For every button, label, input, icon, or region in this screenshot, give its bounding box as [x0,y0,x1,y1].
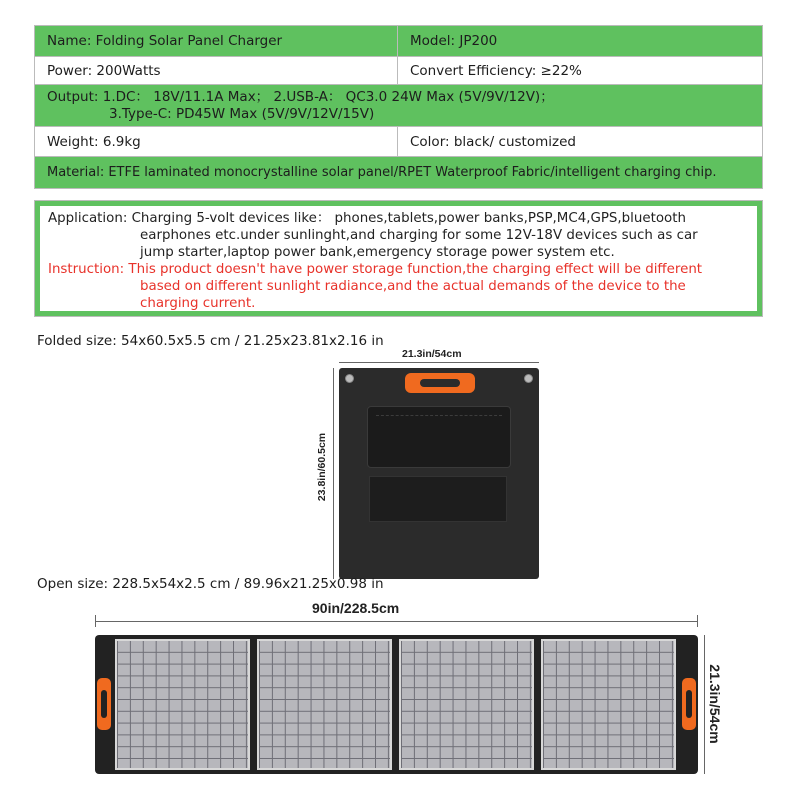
spec-color: Color: black/ customized [397,127,762,156]
spec-power: Power: 200Watts [35,57,397,84]
spec-output-line2: 3.Type-C: PD45W Max (5V/9V/12V/15V) [109,105,375,122]
spec-output [35,85,762,126]
tick [697,615,698,627]
carry-handle [405,373,475,393]
solar-panel [257,639,392,770]
open-width-line [95,621,698,622]
spec-table [34,25,763,189]
spec-row-material [35,156,762,188]
folded-width-line [339,362,539,363]
spec-row-weight [35,126,762,156]
application-line2: earphones etc.under sunlinght,and charging for some 12V-18V devices such as car [140,228,698,243]
instruction-line1: Instruction: This product doesn't have power storage function,the charging effect will be different [48,262,703,277]
application-box [34,200,763,317]
spec-row-output [35,84,762,126]
folded-height-line [333,368,334,579]
spec-output-line1: Output: 1.DC： 18V/11.1A Max； 2.USB-A： QC3.0 24W Max (5V/9V/12V)； [47,88,554,105]
solar-panel [115,639,250,770]
spec-row-name [35,26,762,56]
spec-model: Model: JP200 [397,26,762,56]
folded-height-dim: 23.8in/60.5cm [316,432,328,502]
open-width-dim: 90in/228.5cm [312,600,400,616]
open-height-dim: 21.3in/54cm [707,664,723,744]
side-handle-right [682,678,696,730]
spec-row-power [35,56,762,84]
spec-name: Name: Folding Solar Panel Charger [35,26,397,56]
application-line1: Application: Charging 5-volt devices like： phones,tablets,power banks,PSP,MC4,GPS,bluetooth [48,211,686,226]
spec-material: Material: ETFE laminated monocrystalline solar panel/RPET Waterproof Fabric/intelligent charging chip. [35,157,762,188]
spec-efficiency: Convert Efficiency: ≥22% [397,57,762,84]
label-patch [369,476,507,522]
solar-panel [399,639,534,770]
open-panel-image [95,635,698,774]
side-handle-left [97,678,111,730]
tick [95,615,96,627]
open-size-label: Open size: 228.5x54x2.5 cm / 89.96x21.25x0.98 in [37,576,384,592]
open-height-line [704,635,705,774]
instruction-line3: charging current. [140,296,256,311]
application-line3: jump starter,laptop power bank,emergency storage power system etc. [140,245,615,260]
grommet [524,374,533,383]
folded-size-label: Folded size: 54x60.5x5.5 cm / 21.25x23.81x2.16 in [37,333,384,349]
grommet [345,374,354,383]
folded-width-dim: 21.3in/54cm [402,348,462,360]
solar-panel [541,639,676,770]
application-content [40,206,757,311]
folded-panel-image [339,368,539,579]
instruction-line2: based on different sunlight radiance,and the actual demands of the device to the [140,279,686,294]
storage-pouch [367,406,511,468]
spec-weight: Weight: 6.9kg [35,127,397,156]
